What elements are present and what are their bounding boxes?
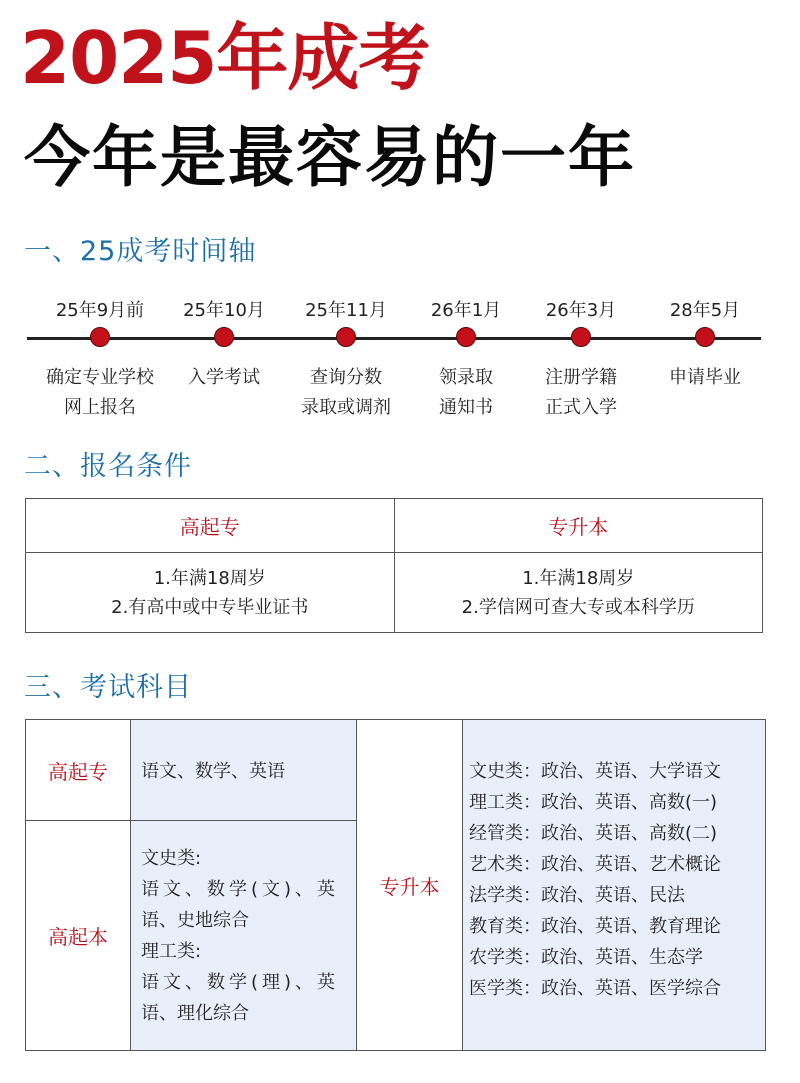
subjects-cell-zhuanshengben (463, 720, 766, 1051)
subject-line: 理工类: (141, 940, 202, 962)
conditions-table (25, 498, 763, 633)
subjects-label-zhuanshengben: 专升本 (357, 720, 463, 1051)
timeline-dot-icon (456, 327, 476, 347)
subject-line: 法学类：政治、英语、民法 (469, 885, 685, 906)
timeline-dot-icon (90, 327, 110, 347)
subjects-label-gaoqizhuan: 高起专 (26, 720, 131, 821)
timeline-desc (635, 363, 775, 393)
conditions-cell-gaoqizhuan (26, 553, 395, 633)
condition-item: 1.年满18周岁 (153, 567, 266, 589)
condition-item: 2.学信网可查大专或本科学历 (461, 596, 695, 618)
timeline-date: 25年11月 (305, 300, 387, 321)
section-heading-timeline: 一、25成考时间轴 (24, 236, 257, 267)
title-headline: 今年是最容易的一年 (24, 119, 636, 196)
subject-line: 教育类：政治、英语、教育理论 (469, 916, 721, 937)
conditions-header-zhuanshengben: 专升本 (394, 499, 763, 553)
timeline-date: 25年9月前 (55, 300, 145, 321)
timeline-desc-line: 正式入学 (545, 397, 617, 418)
subjects-label-gaoqiben: 高起本 (26, 821, 131, 1051)
subject-line: 语文、数学(理)、英 (141, 971, 340, 993)
subject-line: 语、理化综合 (141, 1002, 249, 1024)
condition-item: 1.年满18周岁 (522, 567, 635, 589)
subject-line: 语文、数学(文)、英 (141, 878, 340, 900)
section-heading-subjects: 三、考试科目 (24, 672, 192, 703)
conditions-header-gaoqizhuan: 高起专 (26, 499, 395, 553)
subjects-cell-gaoqizhuan: 语文、数学、英语 (131, 720, 357, 821)
subject-line: 文史类：政治、英语、大学语文 (469, 761, 721, 782)
timeline-dot-icon (214, 327, 234, 347)
timeline-date: 26年3月 (545, 300, 617, 321)
timeline-desc-line: 注册学籍 (545, 367, 617, 388)
subject-line: 经管类：政治、英语、高数(二) (469, 823, 718, 844)
timeline-date: 26年1月 (430, 300, 502, 321)
subject-line: 农学类：政治、英语、生态学 (469, 947, 703, 968)
subjects-cell-gaoqiben (131, 821, 357, 1051)
subject-line: 语、史地综合 (141, 909, 249, 931)
condition-item: 2.有高中或中专毕业证书 (111, 596, 309, 618)
timeline-desc-line: 入学考试 (188, 367, 260, 388)
timeline-desc (511, 363, 651, 423)
timeline-desc-line: 领录取 (439, 367, 493, 388)
timeline-desc-line: 确定专业学校 (46, 367, 154, 388)
timeline-date: 25年10月 (183, 300, 265, 321)
timeline-desc-line: 网上报名 (64, 397, 136, 418)
timeline-desc-line: 查询分数 (310, 367, 382, 388)
timeline-dot-icon (571, 327, 591, 347)
subject-line: 医学类：政治、英语、医学综合 (469, 978, 721, 999)
timeline-desc (276, 363, 416, 423)
subject-line: 艺术类：政治、英语、艺术概论 (469, 854, 721, 875)
timeline-desc (154, 363, 294, 393)
conditions-cell-zhuanshengben (394, 553, 763, 633)
timeline-desc-line: 录取或调剂 (301, 397, 391, 418)
timeline-axis (27, 337, 761, 340)
title-year: 2025年成考 (20, 16, 430, 100)
timeline-dot-icon (336, 327, 356, 347)
timeline-dot-icon (695, 327, 715, 347)
timeline-date: 28年5月 (669, 300, 741, 321)
section-heading-conditions: 二、报名条件 (24, 451, 192, 482)
timeline-desc (30, 363, 170, 423)
subject-line: 文史类: (141, 847, 202, 869)
subject-line: 理工类：政治、英语、高数(一) (469, 792, 718, 813)
subjects-table (25, 719, 766, 1051)
timeline-desc-line: 申请毕业 (669, 367, 741, 388)
timeline-desc-line: 通知书 (439, 397, 493, 418)
